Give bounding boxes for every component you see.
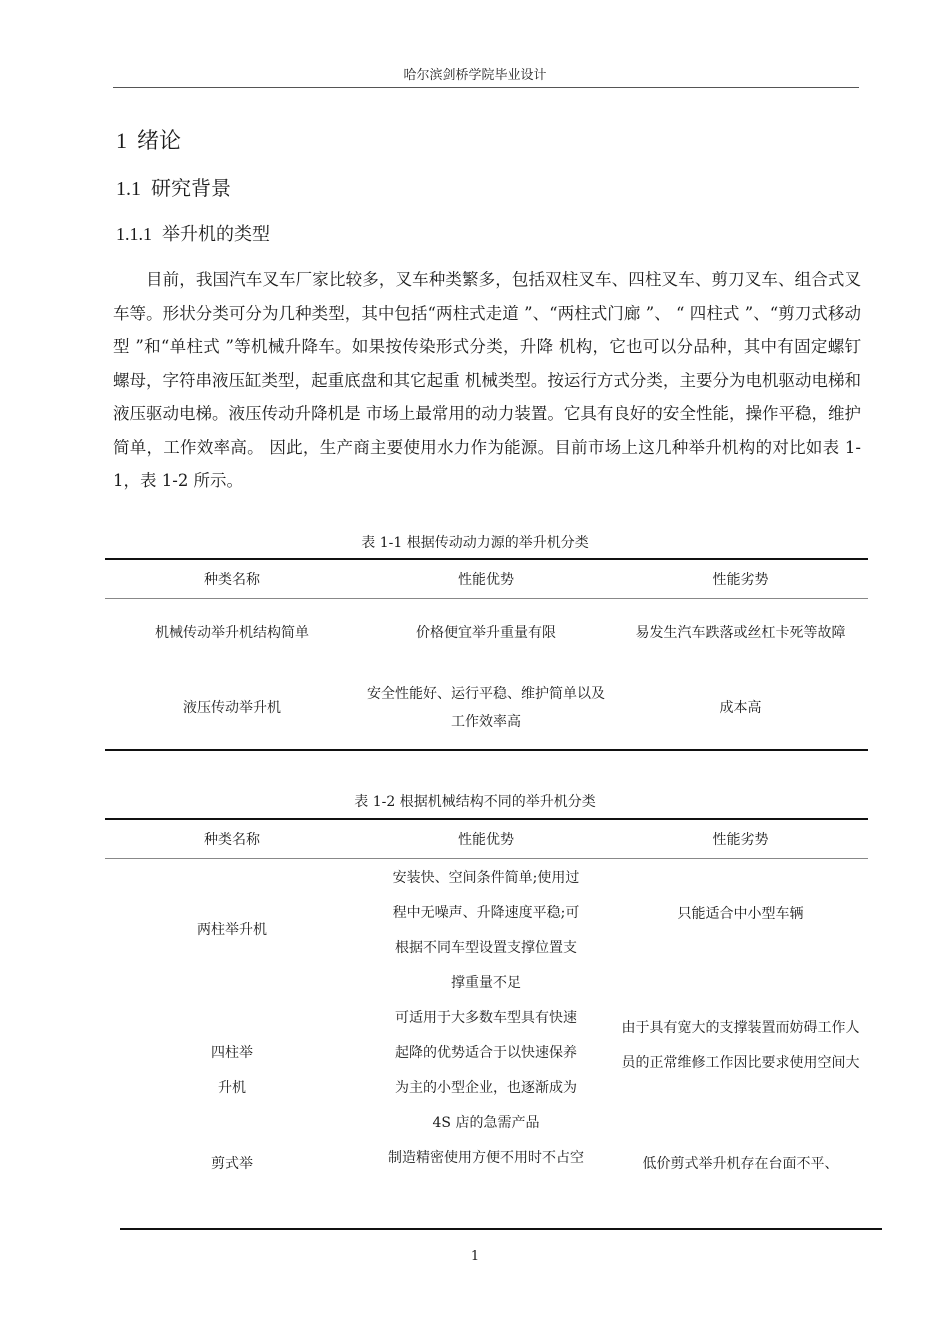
table-row (105, 859, 868, 1002)
table2-header-disadvantage: 性能劣势 (613, 819, 868, 859)
table-cell: 可适用于大多数车型具有快速起降的优势适合于以快速保养为主的小型企业，也逐渐成为 4S 店的急需产品 (395, 1010, 577, 1131)
page-header-title: 哈尔滨剑桥学院毕业设计 (403, 68, 547, 83)
header-divider (113, 87, 859, 88)
table-row (105, 1141, 868, 1182)
table-cell: 价格便宜举升重量有限 (416, 625, 556, 641)
table-cell: 成本高 (719, 700, 762, 716)
table-cell: 易发生汽车跌落或丝杠卡死等故障 (635, 625, 846, 641)
subsection-heading (116, 220, 270, 246)
table-row (105, 599, 868, 668)
chapter-number: 1 (116, 128, 127, 153)
table-cell: 安装快、空间条件简单;使用过程中无噪声、升降速度平稳;可根据不同车型设置支撑位置支撑重量不足 (392, 870, 580, 991)
section-title: 研究背景 (151, 176, 231, 200)
table-cell: 制造精密使用方便不用时不占空 (388, 1150, 584, 1166)
footer-divider (120, 1228, 882, 1230)
lift-power-source-table (105, 558, 868, 751)
body-paragraph: 目前，我国汽车叉车厂家比较多，叉车种类繁多，包括双柱叉车、四柱叉车、剪刀叉车、组合式叉车等。形状分类可分为几种类型，其中包括“两柱式走道 ”、“两柱式门廊 ”、 “ 四柱式 ”、“剪刀式移动型 ”和“单柱式 ”等机械升降车。如果按传染形式分类，升降 机构，它也可以分品种，其中有固定螺钉螺母，字符串液压缸类型，起重底盘和其它起重 机械类型。按运行方式分类，主要分为电机驱动电梯和液压驱动电梯。液压传动升降机是 市场上最常用的动力装置。它具有良好的安全性能，操作平稳，维护简单，工作效率高。 因此，生产商主要使用水力作为能源。目前市场上这几种举升机构的对比如表 1-1，表 1-2 所示。 (113, 270, 861, 490)
table2-header-type: 种类名称 (105, 819, 359, 859)
chapter-heading (116, 124, 181, 155)
page-number: 1 (470, 1249, 480, 1264)
section-number: 1.1 (116, 178, 141, 200)
table-cell: 安全性能好、运行平稳、维护简单以及工作效率高 (367, 686, 605, 730)
table-cell: 机械传动举升机结构简单 (155, 625, 309, 641)
table1-caption: 表 1-1 根据传动动力源的举升机分类 (361, 535, 589, 551)
table-cell: 只能适合中小型车辆 (677, 906, 804, 922)
table-cell: 剪式举 (211, 1156, 253, 1172)
table-row (105, 1001, 868, 1141)
table1-header-disadvantage: 性能劣势 (613, 559, 868, 599)
section-heading (116, 172, 231, 201)
table-row (105, 667, 868, 750)
subsection-title: 举升机的类型 (162, 224, 270, 245)
chapter-title: 绪论 (137, 129, 182, 154)
subsection-number: 1.1.1 (116, 224, 152, 244)
table1-header-advantage: 性能优势 (359, 559, 613, 599)
table-cell: 两柱举升机 (197, 921, 267, 938)
lift-structure-table (105, 818, 868, 1182)
table1-header-type: 种类名称 (105, 559, 359, 599)
table2-clip (105, 818, 868, 1188)
table2-caption: 表 1-2 根据机械结构不同的举升机分类 (354, 794, 596, 810)
table-cell: 低价剪式举升机存在台面不平、 (642, 1156, 839, 1172)
table-cell: 由于具有宽大的支撑装置而妨碍工作人员的正常维修工作因比要求使用空间大 (621, 1020, 860, 1071)
table2-header-advantage: 性能优势 (359, 819, 613, 859)
table-cell: 四柱举升机 (211, 1045, 253, 1096)
table-cell: 液压传动举升机 (183, 700, 281, 716)
